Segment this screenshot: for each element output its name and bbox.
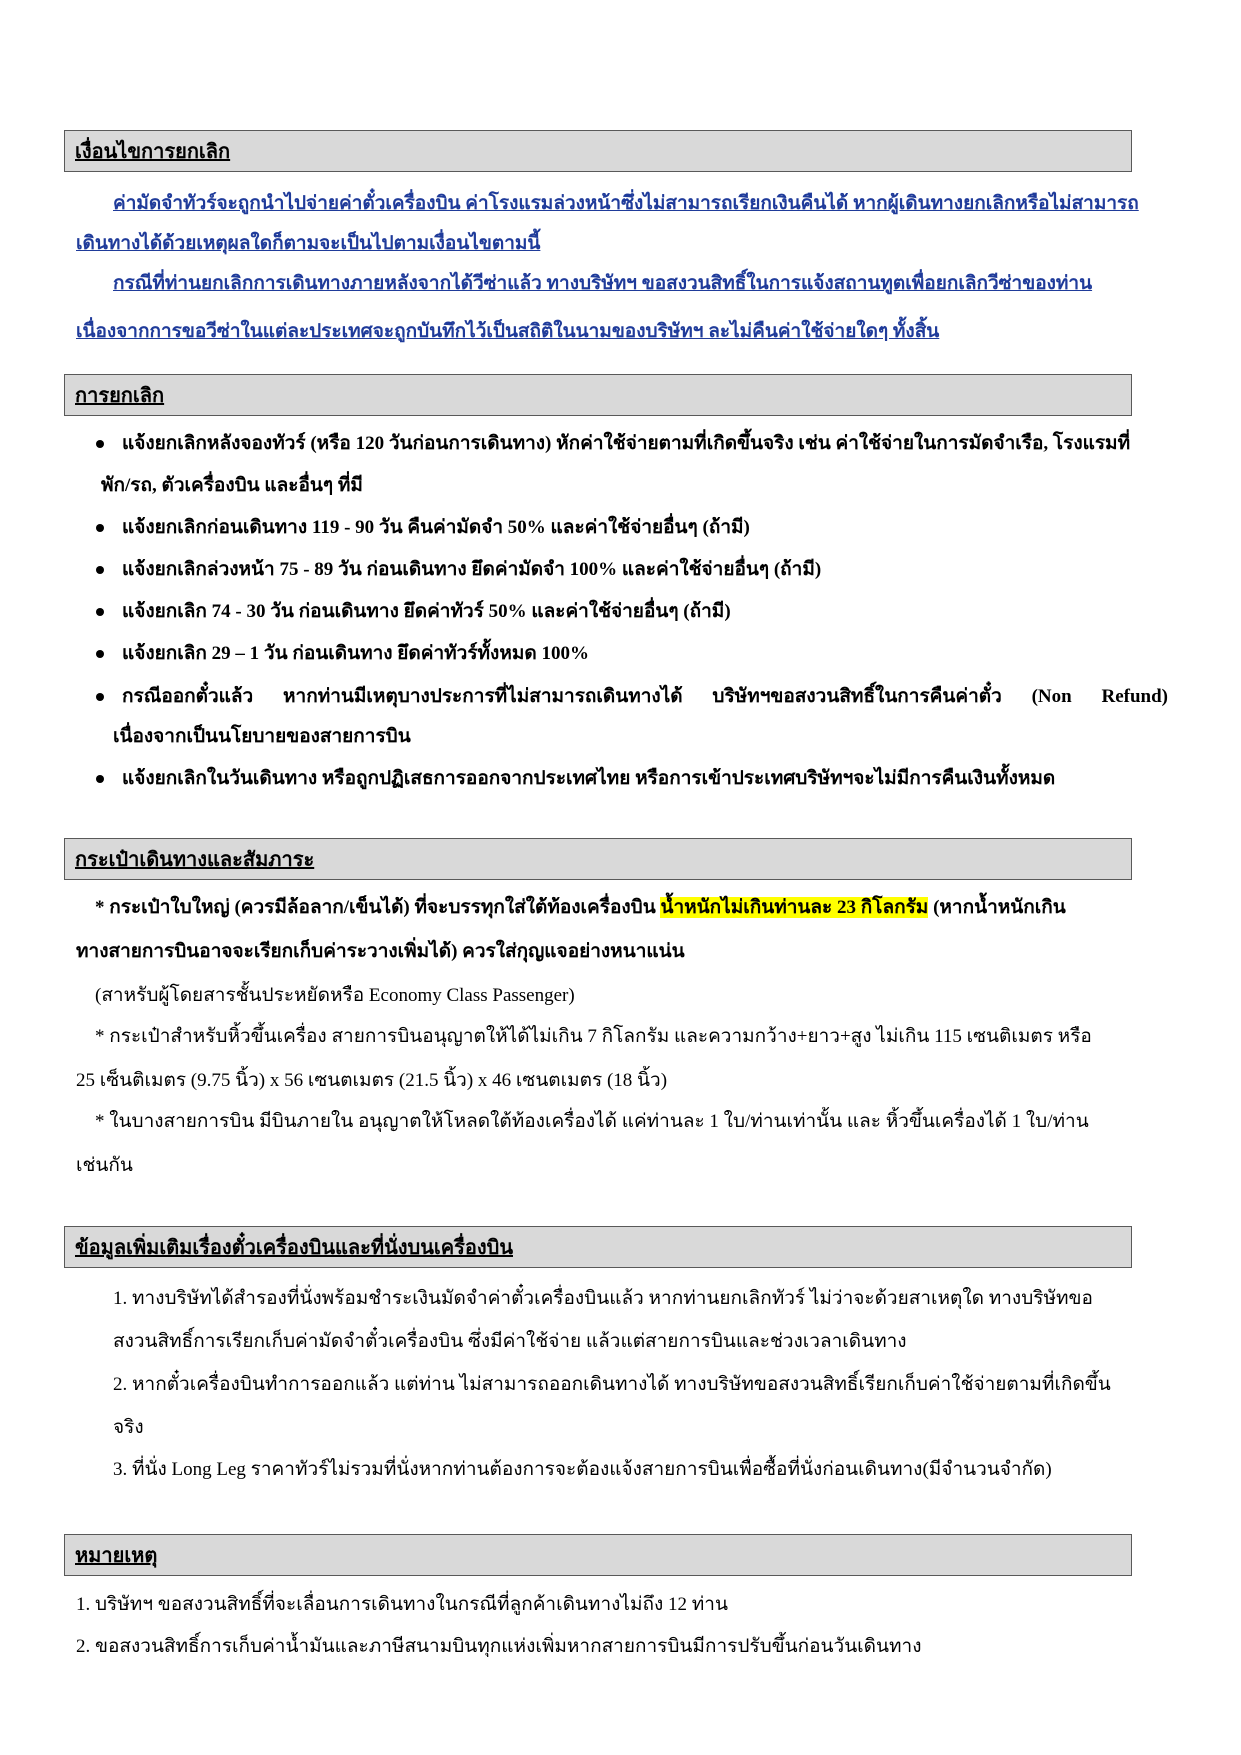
baggage-text: * กระเป๋าใบใหญ่ (ควรมีล้อลาก/เข็นได้) ที่จะบรรทุกใส่ใต้ท้องเครื่องบิน (95, 897, 661, 918)
ticket-info-item-2-line-2: จริง (113, 1417, 144, 1438)
ticket-info-item-1-line-2: สงวนสิทธิ์การเรียกเก็บค่ามัดจำตั๋วเครื่องบิน ซึ่งมีค่าใช้จ่าย แล้วแต่สายการบินและช่วงเวลาเดินทาง (113, 1331, 907, 1352)
cancellation-bullet-3: แจ้งยกเลิกล่วงหน้า 75 - 89 วัน ก่อนเดินทาง ยึดค่ามัดจำ 100% และค่าใช้จ่ายอื่นๆ (ถ้ามี) (122, 559, 822, 580)
section-heading-cancellation: การยกเลิก (64, 374, 1132, 416)
bullet-dot (96, 775, 104, 783)
baggage-economy-note: (สาหรับผู้โดยสารชั้นประหยัดหรือ Economy Class Passenger) (95, 985, 575, 1006)
section-heading-baggage: กระเป๋าเดินทางและสัมภาระ (64, 838, 1132, 880)
baggage-domestic-line-1: * ในบางสายการบิน มีบินภายใน อนุญาตให้โหลดใต้ท้องเครื่องได้ แค่ท่านละ 1 ใบ/ท่านเท่านั้น และ หิ้วขึ้นเครื่องได้ 1 ใบ/ท่าน (95, 1111, 1089, 1132)
cancel-conditions-line-3[interactable]: กรณีที่ท่านยกเลิกการเดินทางภายหลังจากได้วีซ่าแล้ว ทางบริษัทฯ ขอสงวนสิทธิ์ในการแจ้งสถานทูตเพื่อยกเลิกวีซ่าของท่าน (113, 273, 1093, 294)
bullet-dot (96, 566, 104, 574)
section-heading-cancel-conditions: เงื่อนไขการยกเลิก (64, 130, 1132, 172)
bullet-dot (96, 524, 104, 532)
baggage-paragraph-1-line-1 (95, 893, 1066, 923)
bullet-dot (96, 440, 104, 448)
ticket-info-item-1-line-1: 1. ทางบริษัทได้สำรองที่นั่งพร้อมชำระเงินมัดจำค่าตั๋วเครื่องบินแล้ว หากท่านยกเลิกทัวร์ ไม่ว่าจะด้วยสาเหตุใด ทางบริษัทขอ (113, 1288, 1093, 1309)
baggage-carryon-line-2: 25 เซ็นติเมตร (9.75 นิ้ว) x 56 เซนตเมตร (21.5 นิ้ว) x 46 เซนตเมตร (18 นิ้ว) (76, 1070, 668, 1091)
cancellation-bullet-6-line-1: กรณีออกตั๋วแล้ว หากท่านมีเหตุบางประการที่ไม่สามารถเดินทางได้ บริษัทฯขอสงวนสิทธิ์ในการคืนค่าตั๋ว (Non Refund) (122, 686, 1168, 707)
cancellation-bullet-1-line-2: พัก/รถ, ตัวเครื่องบิน และอื่นๆ ที่มี (101, 475, 363, 496)
bullet-dot (96, 608, 104, 616)
ticket-info-item-3: 3. ที่นั่ง Long Leg ราคาทัวร์ไม่รวมที่นั่งหากท่านต้องการจะต้องแจ้งสายการบินเพื่อซื้อที่นั่งก่อนเดินทาง(มีจำนวนจำกัด) (113, 1459, 1052, 1480)
cancellation-bullet-5: แจ้งยกเลิก 29 – 1 วัน ก่อนเดินทาง ยึดค่าทัวร์ทั้งหมด 100% (122, 643, 589, 664)
cancellation-bullet-7: แจ้งยกเลิกในวันเดินทาง หรือถูกปฏิเสธการออกจากประเทศไทย หรือการเข้าประเทศบริษัทฯจะไม่มีการคืนเงินทั้งหมด (122, 768, 1056, 789)
cancel-conditions-line-1[interactable]: ค่ามัดจำทัวร์จะถูกนำไปจ่ายค่าตั๋วเครื่องบิน ค่าโรงแรมล่วงหน้าซึ่งไม่สามารถเรียกเงินคืนได้ หากผู้เดินทางยกเลิกหรือไม่สามารถ (113, 193, 1139, 214)
bullet-dot (96, 650, 104, 658)
remarks-item-2: 2. ขอสงวนสิทธิ์การเก็บค่าน้ำมันและภาษีสนามบินทุกแห่งเพิ่มหากสายการบินมีการปรับขึ้นก่อนวันเดินทาง (76, 1636, 922, 1657)
baggage-domestic-line-2: เช่นกัน (76, 1155, 133, 1176)
section-heading-remarks: หมายเหตุ (64, 1534, 1132, 1576)
baggage-weight-highlight: น้ำหนักไม่เกินท่านละ 23 กิโลกรัม (660, 897, 929, 918)
baggage-paragraph-1-line-2: ทางสายการบินอาจจะเรียกเก็บค่าระวางเพิ่มได้) ควรใส่กุญแจอย่างหนาแน่น (76, 941, 685, 962)
bullet-dot (96, 693, 104, 701)
cancellation-bullet-6-line-2: เนื่องจากเป็นนโยบายของสายการบิน (113, 726, 411, 747)
cancellation-bullet-4: แจ้งยกเลิก 74 - 30 วัน ก่อนเดินทาง ยึดค่าทัวร์ 50% และค่าใช้จ่ายอื่นๆ (ถ้ามี) (122, 601, 731, 622)
baggage-text: (หากน้ำหนักเกิน (928, 897, 1066, 918)
cancellation-bullet-2: แจ้งยกเลิกก่อนเดินทาง 119 - 90 วัน คืนค่ามัดจำ 50% และค่าใช้จ่ายอื่นๆ (ถ้ามี) (122, 517, 750, 538)
cancel-conditions-line-2[interactable]: เดินทางได้ด้วยเหตุผลใดก็ตามจะเป็นไปตามเงื่อนไขตามนี้ (76, 233, 541, 254)
cancellation-bullet-1-line-1: แจ้งยกเลิกหลังจองทัวร์ (หรือ 120 วันก่อนการเดินทาง) หักค่าใช้จ่ายตามที่เกิดขึ้นจริง เช่น ค่าใช้จ่ายในการมัดจำเรือ, โรงแรมที่ (122, 433, 1131, 454)
ticket-info-item-2-line-1: 2. หากตั๋วเครื่องบินทำการออกแล้ว แต่ท่าน ไม่สามารถออกเดินทางได้ ทางบริษัทขอสงวนสิทธิ์เรียกเก็บค่าใช้จ่ายตามที่เกิดขึ้น (113, 1374, 1111, 1395)
baggage-carryon-line-1: * กระเป๋าสำหรับหิ้วขึ้นเครื่อง สายการบินอนุญาตให้ได้ไม่เกิน 7 กิโลกรัม และความกว้าง+ยาว+สูง ไม่เกิน 115 เซนติเมตร หรือ (95, 1026, 1092, 1047)
section-heading-ticket-info: ข้อมูลเพิ่มเติมเรื่องตั๋วเครื่องบินและที่นั่งบนเครื่องบิน (64, 1226, 1132, 1268)
remarks-item-1: 1. บริษัทฯ ขอสงวนสิทธิ์ที่จะเลื่อนการเดินทางในกรณีที่ลูกค้าเดินทางไม่ถึง 12 ท่าน (76, 1594, 728, 1615)
cancel-conditions-line-4[interactable]: เนื่องจากการขอวีซ่าในแต่ละประเทศจะถูกบันทึกไว้เป็นสถิติในนามของบริษัทฯ ละไม่คืนค่าใช้จ่ายใดๆ ทั้งสิ้น (76, 321, 940, 342)
